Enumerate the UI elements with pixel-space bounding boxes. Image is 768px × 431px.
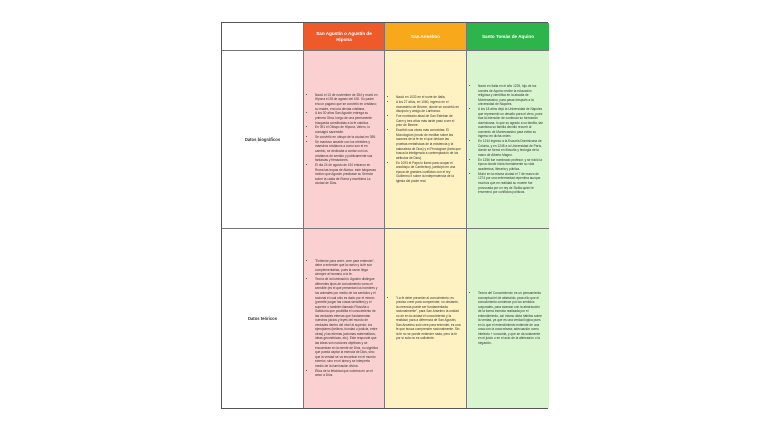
list-item: • A los 18 años dejó la Universidad de Nápoles que representó un desafío para el clero, pues tras la intención de continuar su formación dominicana, lo que su agrado a su familia, tan cuantiosa su familia decidió recurrir al convento de Montecassino para evitar su ingreso en dicha orden. xyxy=(478,107,544,139)
bio-tomas-list xyxy=(471,84,544,195)
row-label-biographical: Datos biográficos xyxy=(222,51,304,229)
teo-anselmo-list xyxy=(389,296,461,342)
teo-tomas-list xyxy=(471,291,544,346)
cell-bio-tomas xyxy=(467,51,549,229)
list-item: • Ética de la felicidad que culmina en un el amor a Dios. xyxy=(315,369,379,378)
header-agustin: San Agustín o Agustín de Hipona xyxy=(304,23,385,51)
list-item: • En 1256 fue nombrado profesor, y se inició la época donde inicia formalmente su vida académica, literaria y pública. xyxy=(478,158,544,172)
list-item: • "La fe debe preceder al conocimiento; es preciso creer para comprender, no obstante, la creencia puede ser fundamentada racionalmente", para San Anselmo la unidad no de en la unidad el conocimiento y la realidad; para a diferencia de San Agustín, San Anselmo solo cree para entender, es una fe que busca comprender racionalmente. Sin la fe no se puede entender nada, pero la fe por sí sola no es suficiente. xyxy=(396,296,461,341)
list-item: • Teoría de la iluminación: Agustín distingue diferentes tipos de conocimiento como el sensible (es el que presentan los hombres y los animales por medio de los sentidos y el racional el cual sólo es dado por el mismo (permite juzgar las cosas sensibles) y el superior o también llamado Filosofía o Sabiduría que posibilita el conocimiento de las verdades eternas que fundamentan nuestros juicios y leyes del mundo de verdades dentro del nivel al superior, los ejemplares (belleza, bondad o justicia, entre otras) y las eternas (axiomas matemáticos, ideas geométricas, etc). Este responde que las ideas son nociones objetivas y se encuentran en la mente de Dios, no significa que pueda captar la esencia de Dios, sino que la verdad se va encontrar en el mundo exterior, sino en el alma y se interpreta medio de la iluminación divina. xyxy=(315,277,379,368)
comparison-table xyxy=(221,22,548,409)
cell-bio-agustin xyxy=(304,51,385,229)
header-tomas: Santo Tomás de Aquino xyxy=(467,23,549,51)
list-item: • Nació en 1033 en el norte de Italia. xyxy=(396,95,461,100)
list-item: • En 1093 el Papa lo llamó para ocupar el arzobispo de Canterbury, participó en una época de grandes conflictos con el rey Guillermo II sobre la independencia de la iglesia del poder real. xyxy=(396,161,461,184)
list-item: • En 391 el Obispo de Hipona, Valero, lo consagró sacerdote. xyxy=(315,125,379,134)
row-label-theoretical: Datos teóricos xyxy=(222,229,304,408)
list-item: • En 1244 ingresó a la Escuela Dominicana de Colonia, y en 1248 a la Universidad de París, donde se formó en filosofía y teología de la mano de Alberto Magno. xyxy=(478,139,544,157)
list-item: • Se mantuvo amable con los rebeldes y maestros cristianos a como son el en cambio, se dedicaba a contar con los cristianos de sentido y públicamente sus fantasías y firmaciones. xyxy=(315,140,379,163)
list-item: • Nació el 13 de noviembre de 354 y murió en Hipona el 28 de agosto del 430. Su padre era un pagano que se convirtió en cristiano; su madre, era una devota cristiana. xyxy=(315,93,379,111)
list-item: • El día 24 de agosto de 410 entraron en Roma las tropas de Alarico, este bárgaroso motivo que Agustín predicase su Sermón sobre la caída de Roma y escribiera La ciudad de Dios. xyxy=(315,163,379,186)
header-corner xyxy=(222,23,304,51)
cell-teo-agustin xyxy=(304,229,385,408)
cell-teo-anselmo xyxy=(385,229,467,408)
list-item: • Fue nombrado abad de San Esteban de Caen y tres años más tarde pasó a ser el prior de Becme. xyxy=(396,114,461,128)
list-item: • Murió en la misma ciudad el 7 de marzo de 1274 por una enfermedad repentina aunque muchos que en realidad su muerte fue provocada por un rey de Sicilia quien le envenenó por conflictos políticos. xyxy=(478,172,544,195)
bio-agustin-list xyxy=(308,93,379,186)
list-item: • A los 30 años San Agustín entrega su primera Obra, luego de una permanente búsqueda constituidas a la fe católica. xyxy=(315,111,379,125)
list-item: • Se convirtió en obispo de la ciudad en 395. xyxy=(315,135,379,140)
header-anselmo: San Anselmo xyxy=(385,23,467,51)
list-item: • A los 27 años, en 1060, ingresó en el monasterio de Becme, donde se convirtió en discípulo y amigo de Lanfranco. xyxy=(396,100,461,114)
list-item: • Escribió sus obras más conocidas: El Monologium (modo de meditar sobre las razones de la fe en el que deduce las pruebas metafísicas de la existencia y la naturaleza de Dios) y el Proslogium (tarta que busca la inteligencia a contemplación de los atributos de Dios). xyxy=(396,128,461,160)
bio-anselmo-list xyxy=(389,95,461,183)
list-item: • Nació en Italia en el año 1225, hijo de los condes de Aquino recibe la educación religiosa y científica en la abadía de Montecassino, para pasar después a la universidad de Nápoles. xyxy=(478,84,544,107)
list-item: • "Entiende para creer, cree para entender", debe a entender que la razón y la fe son complementarias, pues la razón llega siempre al humano a la fe. xyxy=(315,259,379,277)
cell-bio-anselmo xyxy=(385,51,467,229)
list-item: • Teoría del Conocimiento: es un pensamiento conceptual el de abstraído, para ello que el conocimiento comience por los sentidos corporales, para avanzar con la abstracción de la forma esencia realizada por el entendimiento, así mismo dicta hábitos sobre la verdad, ya que es una verdad lógica pues en lo que el entendimiento entiende de una cosa con la cosa misma; adecuación como intelecto + conocida, y que se da solamente en el juicio o en el acto de la afirmación o la negación. xyxy=(478,291,544,346)
cell-teo-tomas xyxy=(467,229,549,408)
teo-agustin-list xyxy=(308,259,379,378)
